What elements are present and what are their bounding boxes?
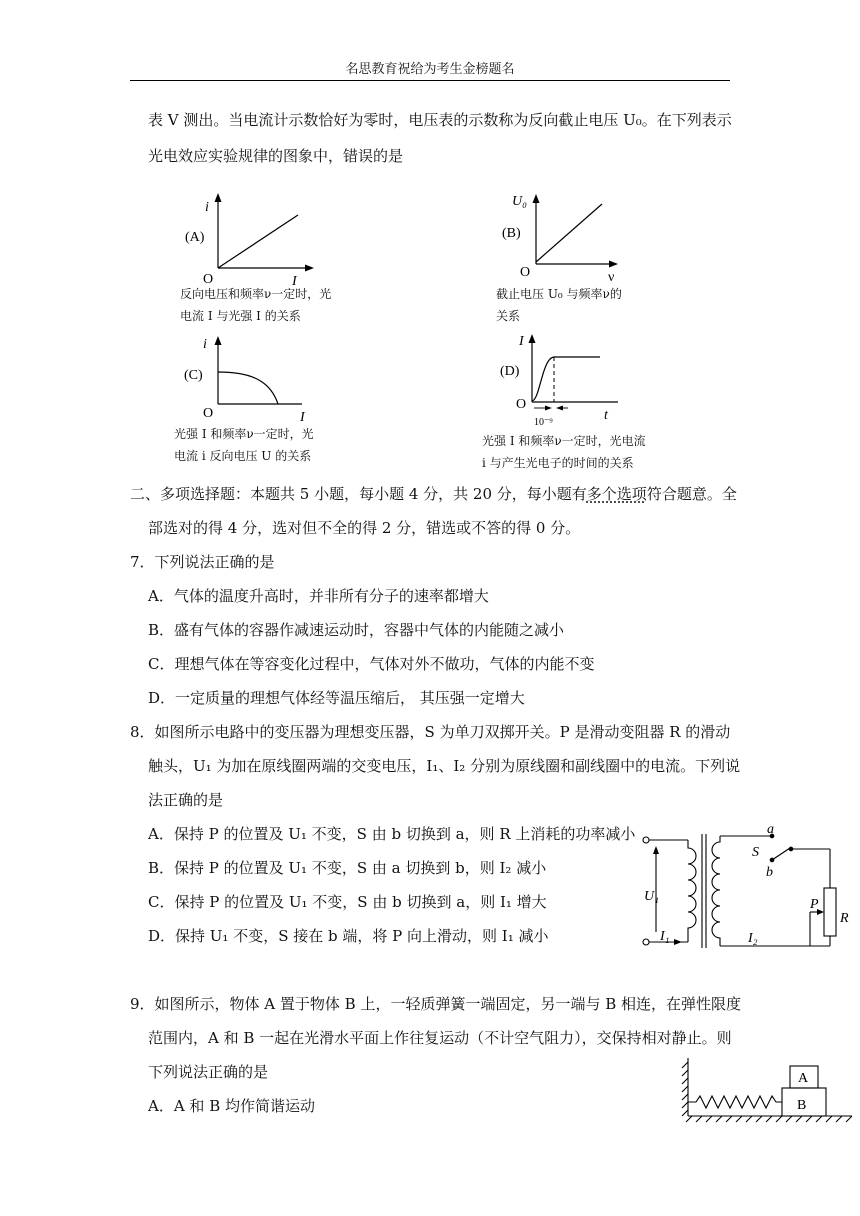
block-a-label: A	[798, 1071, 809, 1086]
graph-b-origin: O	[520, 265, 531, 280]
graph-a-caption-2: 电流 I 与光强 I 的关系	[180, 309, 301, 323]
section2-emphasis: 多个选项	[586, 485, 647, 503]
intro-line-2: 光电效应实验规律的图象中，错误的是	[148, 147, 404, 165]
circuit-label-p: P	[810, 897, 819, 912]
graph-c-x-label: I	[300, 410, 305, 425]
q7-option-d: D．一定质量的理想气体经等温压缩后， 其压强一定增大	[148, 689, 525, 707]
spring-block-figure	[678, 1050, 858, 1130]
graph-d-origin: O	[516, 397, 527, 412]
circuit-label-a: a	[767, 822, 774, 837]
q8-option-a: A．保持 P 的位置及 U₁ 不变，S 由 b 切换到 a，则 R 上消耗的功率减小	[148, 825, 636, 843]
graph-c-caption-2: 电流 i 反向电压 U 的关系	[174, 449, 312, 463]
graph-a-curve	[218, 215, 298, 268]
q9-stem-1: 9．如图所示，物体 A 置于物体 B 上，一轻质弹簧一端固定，另一端与 B 相连，在弹性限度	[130, 995, 742, 1013]
q9-stem-3: 下列说法正确的是	[148, 1063, 269, 1081]
graph-c-origin: O	[203, 406, 214, 421]
graph-d-y-label: I	[519, 334, 524, 349]
spring	[688, 1096, 782, 1108]
graph-b-label: (B)	[502, 226, 521, 241]
circuit-label-i1: I₁	[660, 929, 670, 944]
q8-option-d: D．保持 U₁ 不变，S 接在 b 端，将 P 向上滑动，则 I₁ 减小	[148, 927, 549, 945]
q7-stem: 7．下列说法正确的是	[130, 553, 275, 571]
graph-a-x-label: I	[292, 274, 297, 289]
q8-option-c: C．保持 P 的位置及 U₁ 不变，S 由 b 切换到 a，则 I₁ 增大	[148, 893, 547, 911]
section2-line-2: 部选对的得 4 分，选对但不全的得 2 分，错选或不答的得 0 分。	[148, 519, 581, 537]
graph-b-y-label: U₀	[512, 194, 527, 209]
q9-option-a: A．A 和 B 均作简谐运动	[148, 1097, 315, 1115]
graph-d	[490, 330, 630, 430]
graph-c-caption-1: 光强 I 和频率ν一定时，光	[174, 427, 314, 441]
graph-b-x-label: ν	[608, 270, 615, 285]
q7-option-a: A．气体的温度升高时，并非所有分子的速率都增大	[148, 587, 489, 605]
q8-stem-1: 8．如图所示电路中的变压器为理想变压器，S 为单刀双掷开关。P 是滑动变阻器 R 的滑动	[130, 723, 731, 741]
graph-c-curve	[218, 372, 278, 404]
graph-d-tick: 10⁻⁹	[534, 417, 553, 428]
graph-a-caption-1: 反向电压和频率ν一定时，光	[180, 287, 332, 301]
graph-b-caption-1: 截止电压 U₀ 与频率ν的	[496, 287, 622, 301]
graph-a-y-label: i	[205, 200, 209, 215]
q8-option-b: B．保持 P 的位置及 U₁ 不变，S 由 a 切换到 b，则 I₂ 减小	[148, 859, 547, 877]
graph-c	[170, 332, 320, 427]
graph-a	[170, 190, 320, 290]
circuit-label-s: S	[752, 845, 759, 860]
graph-b-caption-2: 关系	[496, 309, 521, 323]
q7-option-b: B．盛有气体的容器作减速运动时，容器中气体的内能随之减小	[148, 621, 565, 639]
graph-d-caption-1: 光强 I 和频率ν一定时，光电流	[482, 434, 646, 448]
graph-d-curve	[532, 357, 600, 401]
graph-d-label: (D)	[500, 364, 520, 379]
graph-a-origin: O	[203, 272, 214, 287]
header-rule	[130, 80, 730, 81]
graph-c-y-label: i	[203, 337, 207, 352]
q8-stem-3: 法正确的是	[148, 791, 224, 809]
graph-a-label: (A)	[185, 230, 205, 245]
graph-c-label: (C)	[184, 368, 203, 383]
graph-b-curve	[536, 204, 602, 262]
circuit-label-r: R	[840, 911, 849, 926]
graph-d-x-label: t	[604, 408, 608, 423]
intro-line-1: 表 V 测出。当电流计示数恰好为零时，电压表的示数称为反向截止电压 U₀。在下列表示	[148, 111, 732, 129]
block-b-label: B	[797, 1098, 807, 1113]
graph-b	[490, 188, 630, 288]
page-header: 名思教育祝给为考生金榜题名	[345, 62, 515, 77]
q9-stem-2: 范围内，A 和 B 一起在光滑水平面上作往复运动（不计空气阻力），交保持相对静止。则	[148, 1029, 732, 1047]
graph-d-caption-2: i 与产生光电子的时间的关系	[482, 456, 634, 470]
circuit-label-u1: U₁	[644, 889, 659, 904]
transformer-circuit	[630, 818, 858, 960]
circuit-label-i2: I₂	[748, 931, 758, 946]
q8-stem-2: 触头，U₁ 为加在原线圈两端的交变电压，I₁、I₂ 分别为原线圈和副线圈中的电流。下列说	[148, 757, 741, 775]
circuit-label-b: b	[766, 865, 773, 880]
section2-line-1: 二、多项选择题：本题共 5 小题，每小题 4 分，共 20 分，每小题有多个选项符合题意。全	[130, 485, 737, 503]
q7-option-c: C．理想气体在等容变化过程中，气体对外不做功，气体的内能不变	[148, 655, 595, 673]
